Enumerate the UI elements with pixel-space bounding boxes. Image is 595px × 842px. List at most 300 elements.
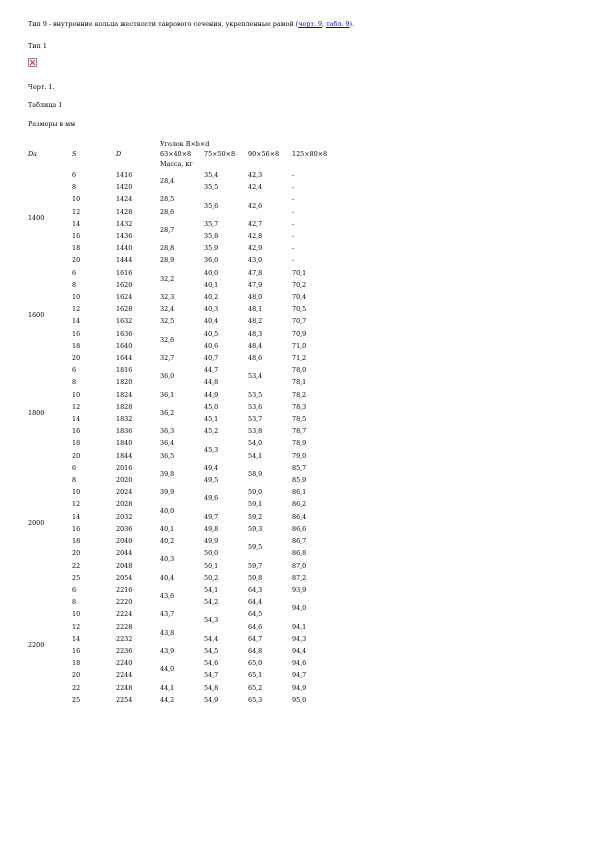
cell-d: 2224 — [116, 610, 133, 619]
title-suffix: ). — [349, 20, 355, 28]
cell-mass-1: 28,7 — [160, 225, 175, 234]
table-row — [26, 206, 350, 218]
cell-mass-4: - — [292, 219, 295, 228]
cell-mass-4: 70,9 — [292, 329, 307, 338]
cell-mass-4: - — [292, 207, 295, 216]
cell-s: 18 — [72, 439, 81, 448]
cell-d: 1624 — [116, 293, 133, 302]
cell-s: 8 — [72, 598, 77, 607]
header-size-3: 90×56×8 — [248, 150, 280, 158]
cell-mass-2: 54,8 — [204, 683, 219, 692]
cell-mass-3: 59,1 — [248, 500, 263, 509]
cell-mass-4: 94,4 — [292, 646, 307, 655]
cell-mass-1: 32,7 — [160, 354, 175, 363]
cell-d: 2248 — [116, 683, 133, 692]
table-row — [26, 572, 350, 584]
cell-mass-3: 54,0 — [248, 439, 263, 448]
cell-da: 1400 — [28, 213, 45, 222]
image-placeholder — [28, 58, 37, 69]
cell-mass-3: 48,4 — [248, 341, 263, 350]
cell-mass-4: 78,3 — [292, 402, 307, 411]
cell-mass-4: 78,0 — [292, 366, 307, 375]
cell-mass-2: 40,6 — [204, 341, 219, 350]
cell-d: 2032 — [116, 512, 133, 521]
cell-mass-2: 49,8 — [204, 524, 219, 533]
table-row — [26, 254, 350, 266]
cell-s: 8 — [72, 476, 77, 485]
cell-mass-4: 70,7 — [292, 317, 307, 326]
cell-mass-4: 85,9 — [292, 476, 307, 485]
table-row — [26, 328, 350, 340]
cell-s: 12 — [72, 622, 81, 631]
cell-s: 14 — [72, 415, 81, 424]
cell-mass-4: 95,0 — [292, 695, 307, 704]
cell-mass-2: 35,6 — [204, 201, 219, 210]
cell-s: 20 — [72, 671, 81, 680]
cell-d: 2024 — [116, 488, 133, 497]
cell-mass-2: 44,9 — [204, 390, 219, 399]
cell-mass-2: 54,6 — [204, 659, 219, 668]
cell-s: 20 — [72, 256, 81, 265]
cell-d: 1440 — [116, 244, 133, 253]
cell-s: 6 — [72, 585, 77, 594]
cell-mass-2: 50,2 — [204, 573, 219, 582]
cell-s: 16 — [72, 427, 81, 436]
cell-mass-1: 40,3 — [160, 555, 175, 564]
cell-mass-4: 85,7 — [292, 463, 307, 472]
cell-s: 14 — [72, 317, 81, 326]
cell-s: 20 — [72, 451, 81, 460]
cell-mass-3: 64,7 — [248, 634, 263, 643]
cell-mass-3: 64,4 — [248, 598, 263, 607]
cell-mass-4: - — [292, 232, 295, 241]
cell-mass-4: 71,0 — [292, 341, 307, 350]
cell-s: 8 — [72, 378, 77, 387]
cell-mass-2: 40,7 — [204, 354, 219, 363]
table-row — [26, 645, 350, 657]
table-row — [26, 682, 350, 694]
cell-mass-2: 54,3 — [204, 616, 219, 625]
cell-mass-3: 65,0 — [248, 659, 263, 668]
cell-d: 1428 — [116, 207, 133, 216]
cell-mass-3: 47,9 — [248, 280, 263, 289]
cell-mass-1: 39,8 — [160, 469, 175, 478]
table-row — [26, 169, 350, 181]
cell-mass-2: 40,0 — [204, 268, 219, 277]
cell-s: 16 — [72, 524, 81, 533]
cell-mass-3: 58,9 — [248, 469, 263, 478]
cell-mass-1: 36,3 — [160, 427, 175, 436]
cell-d: 1640 — [116, 341, 133, 350]
cell-d: 1436 — [116, 232, 133, 241]
cell-mass-2: 49,9 — [204, 537, 219, 546]
cell-d: 2044 — [116, 549, 133, 558]
cell-d: 1636 — [116, 329, 133, 338]
cell-s: 18 — [72, 341, 81, 350]
cell-mass-1: 43,7 — [160, 610, 175, 619]
cell-mass-4: 70,4 — [292, 293, 307, 302]
table-row — [26, 218, 350, 230]
cell-mass-4: - — [292, 244, 295, 253]
cell-mass-3: 42,4 — [248, 183, 263, 192]
cell-mass-1: 28,8 — [160, 244, 175, 253]
cell-mass-1: 43,8 — [160, 628, 175, 637]
cell-d: 1840 — [116, 439, 133, 448]
cell-mass-4: 94,0 — [292, 604, 307, 613]
link-chart[interactable]: черт. 9 — [298, 20, 323, 28]
cell-mass-3: 48,6 — [248, 354, 263, 363]
cell-mass-1: 28,9 — [160, 256, 175, 265]
header-size-4: 125×80×8 — [292, 150, 328, 158]
cell-d: 2220 — [116, 598, 133, 607]
cell-d: 1416 — [116, 171, 133, 179]
cell-mass-1: 36,0 — [160, 372, 175, 381]
table-row — [26, 242, 350, 254]
cell-mass-3: 59,7 — [248, 561, 263, 570]
cell-mass-2: 54,1 — [204, 585, 219, 594]
cell-mass-4: - — [292, 171, 295, 179]
table-row — [26, 291, 350, 303]
cell-s: 25 — [72, 573, 81, 582]
header-size-2: 75×50×8 — [204, 150, 236, 158]
cell-mass-2: 54,4 — [204, 634, 219, 643]
cell-d: 1824 — [116, 390, 133, 399]
cell-mass-3: 59,3 — [248, 524, 263, 533]
cell-mass-1: 32,5 — [160, 317, 175, 326]
cell-mass-2: 40,2 — [204, 293, 219, 302]
cell-s: 10 — [72, 610, 81, 619]
cell-mass-4: 78,1 — [292, 378, 307, 387]
cell-mass-4: 70,5 — [292, 305, 307, 314]
cell-mass-2: 49,7 — [204, 512, 219, 521]
cell-d: 1432 — [116, 219, 133, 228]
cell-d: 2236 — [116, 646, 133, 655]
cell-s: 22 — [72, 683, 81, 692]
table-row — [26, 364, 350, 376]
table-header — [26, 139, 350, 169]
table-row — [26, 523, 350, 535]
table-row — [26, 450, 350, 462]
title-sep: , — [322, 20, 327, 28]
cell-mass-3: 53,4 — [248, 372, 263, 381]
cell-s: 14 — [72, 634, 81, 643]
cell-mass-1: 36,4 — [160, 439, 175, 448]
cell-mass-3: 48,2 — [248, 317, 263, 326]
table-row — [26, 621, 350, 633]
cell-d: 2040 — [116, 537, 133, 546]
link-table[interactable]: табл. 9 — [326, 20, 350, 28]
table-row — [26, 462, 350, 474]
broken-image-icon — [28, 58, 37, 67]
cell-mass-4: 94,3 — [292, 634, 307, 643]
cell-mass-1: 28,6 — [160, 207, 175, 216]
cell-mass-2: 50,0 — [204, 549, 219, 558]
cell-mass-4: 78,2 — [292, 390, 307, 399]
cell-d: 2216 — [116, 585, 133, 594]
cell-mass-2: 54,2 — [204, 598, 219, 607]
cell-mass-1: 32,3 — [160, 293, 175, 302]
cell-mass-4: - — [292, 183, 295, 192]
cell-d: 1616 — [116, 268, 133, 277]
table-label: Таблица 1 — [28, 101, 63, 109]
cell-mass-3: 53,5 — [248, 390, 263, 399]
cell-mass-3: 47,8 — [248, 268, 263, 277]
cell-s: 10 — [72, 195, 81, 204]
cell-mass-1: 40,0 — [160, 506, 175, 515]
cell-da: 1800 — [28, 408, 45, 417]
table-body — [26, 169, 350, 706]
cell-mass-3: 53,8 — [248, 427, 263, 436]
table-row — [26, 547, 350, 559]
cell-mass-2: 35,8 — [204, 232, 219, 241]
cell-mass-4: 94,6 — [292, 659, 307, 668]
cell-mass-4: 87,0 — [292, 561, 307, 570]
cell-mass-1: 36,5 — [160, 451, 175, 460]
table-row — [26, 193, 350, 205]
cell-mass-3: 48,1 — [248, 305, 263, 314]
cell-mass-4: 78,9 — [292, 439, 307, 448]
cell-mass-4: 78,7 — [292, 427, 307, 436]
cell-s: 12 — [72, 305, 81, 314]
cell-s: 12 — [72, 207, 81, 216]
cell-mass-3: 59,2 — [248, 512, 263, 521]
cell-d: 1820 — [116, 378, 133, 387]
cell-d: 1644 — [116, 354, 133, 363]
cell-s: 22 — [72, 561, 81, 570]
cell-mass-1: 40,4 — [160, 573, 175, 582]
cell-mass-2: 54,5 — [204, 646, 219, 655]
cell-s: 16 — [72, 329, 81, 338]
cell-mass-2: 45,1 — [204, 415, 219, 424]
table-row — [26, 389, 350, 401]
cell-s: 8 — [72, 183, 77, 192]
cell-d: 1828 — [116, 402, 133, 411]
table-row — [26, 352, 350, 364]
cell-mass-2: 54,9 — [204, 695, 219, 704]
cell-s: 10 — [72, 390, 81, 399]
cell-mass-4: 86,6 — [292, 524, 307, 533]
header-size-1: 63×40×8 — [160, 150, 192, 158]
cell-mass-4: 79,0 — [292, 451, 307, 460]
cell-mass-1: 40,2 — [160, 537, 175, 546]
cell-mass-2: 49,6 — [204, 494, 219, 503]
cell-mass-2: 54,7 — [204, 671, 219, 680]
cell-d: 2228 — [116, 622, 133, 631]
cell-s: 6 — [72, 366, 77, 375]
cell-d: 1832 — [116, 415, 133, 424]
cell-d: 2048 — [116, 561, 133, 570]
table-row — [26, 401, 350, 413]
cell-mass-3: 65,2 — [248, 683, 263, 692]
cell-mass-3: 42,9 — [248, 244, 263, 253]
cell-mass-4: 70,2 — [292, 280, 307, 289]
cell-d: 2240 — [116, 659, 133, 668]
cell-mass-3: 64,5 — [248, 610, 263, 619]
cell-mass-1: 36,1 — [160, 390, 175, 399]
table-row — [26, 425, 350, 437]
cell-d: 2244 — [116, 671, 133, 680]
cell-s: 6 — [72, 463, 77, 472]
cell-mass-4: 86,1 — [292, 488, 307, 497]
cell-mass-3: 65,3 — [248, 695, 263, 704]
cell-d: 2232 — [116, 634, 133, 643]
cell-s: 18 — [72, 659, 81, 668]
cell-mass-3: 48,3 — [248, 329, 263, 338]
cell-mass-2: 45,2 — [204, 427, 219, 436]
cell-mass-2: 49,4 — [204, 463, 219, 472]
header-da: Da — [28, 150, 37, 158]
cell-mass-2: 36,0 — [204, 256, 219, 265]
cell-mass-4: 71,2 — [292, 354, 307, 363]
cell-d: 1816 — [116, 366, 133, 375]
cell-mass-3: 42,6 — [248, 201, 263, 210]
cell-mass-4: 94,9 — [292, 683, 307, 692]
cell-mass-3: 42,8 — [248, 232, 263, 241]
cell-d: 1424 — [116, 195, 133, 204]
cell-d: 1836 — [116, 427, 133, 436]
cell-mass-2: 45,0 — [204, 402, 219, 411]
cell-mass-3: 54,1 — [248, 451, 263, 460]
cell-mass-4: 78,5 — [292, 415, 307, 424]
table-row — [26, 437, 350, 449]
cell-mass-1: 28,4 — [160, 177, 175, 186]
cell-d: 2016 — [116, 463, 133, 472]
cell-mass-2: 35,7 — [204, 219, 219, 228]
cell-s: 6 — [72, 171, 77, 179]
cell-mass-1: 32,2 — [160, 274, 175, 283]
cell-mass-3: 42,3 — [248, 171, 263, 179]
cell-mass-4: 86,8 — [292, 549, 307, 558]
table-row — [26, 584, 350, 596]
cell-d: 1444 — [116, 256, 133, 265]
cell-mass-3: 53,7 — [248, 415, 263, 424]
table-row — [26, 486, 350, 498]
table-row — [26, 694, 350, 706]
cell-d: 2036 — [116, 524, 133, 533]
cell-d: 2254 — [116, 695, 133, 704]
cell-mass-3: 64,8 — [248, 646, 263, 655]
cell-mass-4: 86,4 — [292, 512, 307, 521]
type-label: Тип 1 — [28, 42, 47, 50]
cell-mass-4: 94,1 — [292, 622, 307, 631]
cell-s: 10 — [72, 293, 81, 302]
cell-mass-3: 42,7 — [248, 219, 263, 228]
cell-mass-3: 53,6 — [248, 402, 263, 411]
cell-mass-3: 64,3 — [248, 585, 263, 594]
cell-mass-2: 35,9 — [204, 244, 219, 253]
cell-mass-2: 45,3 — [204, 445, 219, 454]
doc-title — [28, 20, 354, 28]
title-prefix: Тип 9 - внутренние кольца жесткости таврового сечения, укрепленные рамой ( — [28, 20, 299, 28]
table-row — [26, 267, 350, 279]
cell-mass-1: 40,1 — [160, 524, 175, 533]
cell-mass-1: 43,9 — [160, 646, 175, 655]
dimensions-table — [26, 139, 350, 706]
cell-mass-2: 35,4 — [204, 171, 219, 179]
cell-mass-1: 43,6 — [160, 592, 175, 600]
cell-mass-1: 36,2 — [160, 408, 175, 417]
table-row — [26, 303, 350, 315]
cell-s: 20 — [72, 354, 81, 363]
sizes-label: Размеры в мм — [28, 120, 76, 128]
cell-d: 1628 — [116, 305, 133, 314]
cell-mass-4: 87,2 — [292, 573, 307, 582]
cell-mass-1: 32,4 — [160, 305, 175, 314]
cell-mass-4: 86,2 — [292, 500, 307, 509]
cell-d: 1420 — [116, 183, 133, 192]
cell-mass-3: 59,0 — [248, 488, 263, 497]
cell-d: 2020 — [116, 476, 133, 485]
cell-mass-3: 65,1 — [248, 671, 263, 680]
cell-s: 16 — [72, 646, 81, 655]
table-row — [26, 315, 350, 327]
header-s: S — [72, 150, 77, 158]
cell-s: 12 — [72, 402, 81, 411]
cell-s: 6 — [72, 268, 77, 277]
cell-d: 1844 — [116, 451, 133, 460]
header-angle: Уголок B×b×d — [160, 140, 210, 148]
cell-mass-1: 44,1 — [160, 683, 175, 692]
cell-s: 14 — [72, 512, 81, 521]
cell-da: 2000 — [28, 518, 45, 527]
cell-s: 10 — [72, 488, 81, 497]
cell-mass-4: 86,7 — [292, 537, 307, 546]
cell-mass-3: 48,0 — [248, 293, 263, 302]
cell-mass-1: 39,9 — [160, 488, 175, 497]
cell-mass-2: 40,4 — [204, 317, 219, 326]
cell-mass-1: 32,6 — [160, 335, 175, 344]
chart-label: Черт. 1. — [28, 83, 55, 91]
table-row — [26, 535, 350, 547]
cell-s: 12 — [72, 500, 81, 509]
cell-d: 2054 — [116, 573, 133, 582]
header-d: D — [116, 150, 122, 158]
cell-mass-1: 44,2 — [160, 695, 175, 704]
table-row — [26, 657, 350, 669]
cell-s: 14 — [72, 219, 81, 228]
cell-mass-2: 40,3 — [204, 305, 219, 314]
cell-s: 8 — [72, 280, 77, 289]
cell-mass-2: 40,1 — [204, 280, 219, 289]
cell-mass-4: 93,9 — [292, 585, 307, 594]
cell-da: 2200 — [28, 640, 45, 649]
cell-mass-3: 64,6 — [248, 622, 263, 631]
cell-mass-2: 40,5 — [204, 329, 219, 338]
cell-mass-1: 44,0 — [160, 665, 175, 674]
cell-d: 1632 — [116, 317, 133, 326]
cell-s: 25 — [72, 695, 81, 704]
cell-s: 16 — [72, 232, 81, 241]
cell-mass-3: 59,8 — [248, 573, 263, 582]
cell-mass-3: 59,5 — [248, 543, 263, 552]
table-row — [26, 498, 350, 510]
cell-mass-3: 43,0 — [248, 256, 263, 265]
cell-mass-2: 44,7 — [204, 366, 219, 375]
cell-mass-2: 50,1 — [204, 561, 219, 570]
cell-s: 20 — [72, 549, 81, 558]
cell-s: 18 — [72, 537, 81, 546]
cell-mass-2: 49,5 — [204, 476, 219, 485]
cell-mass-1: 28,5 — [160, 195, 175, 204]
cell-d: 1620 — [116, 280, 133, 289]
header-mass: Масса, кг — [160, 160, 193, 168]
cell-mass-4: - — [292, 256, 295, 265]
cell-da: 1600 — [28, 311, 45, 320]
cell-s: 18 — [72, 244, 81, 253]
cell-mass-2: 44,8 — [204, 378, 219, 387]
cell-mass-4: 94,7 — [292, 671, 307, 680]
cell-d: 2028 — [116, 500, 133, 509]
